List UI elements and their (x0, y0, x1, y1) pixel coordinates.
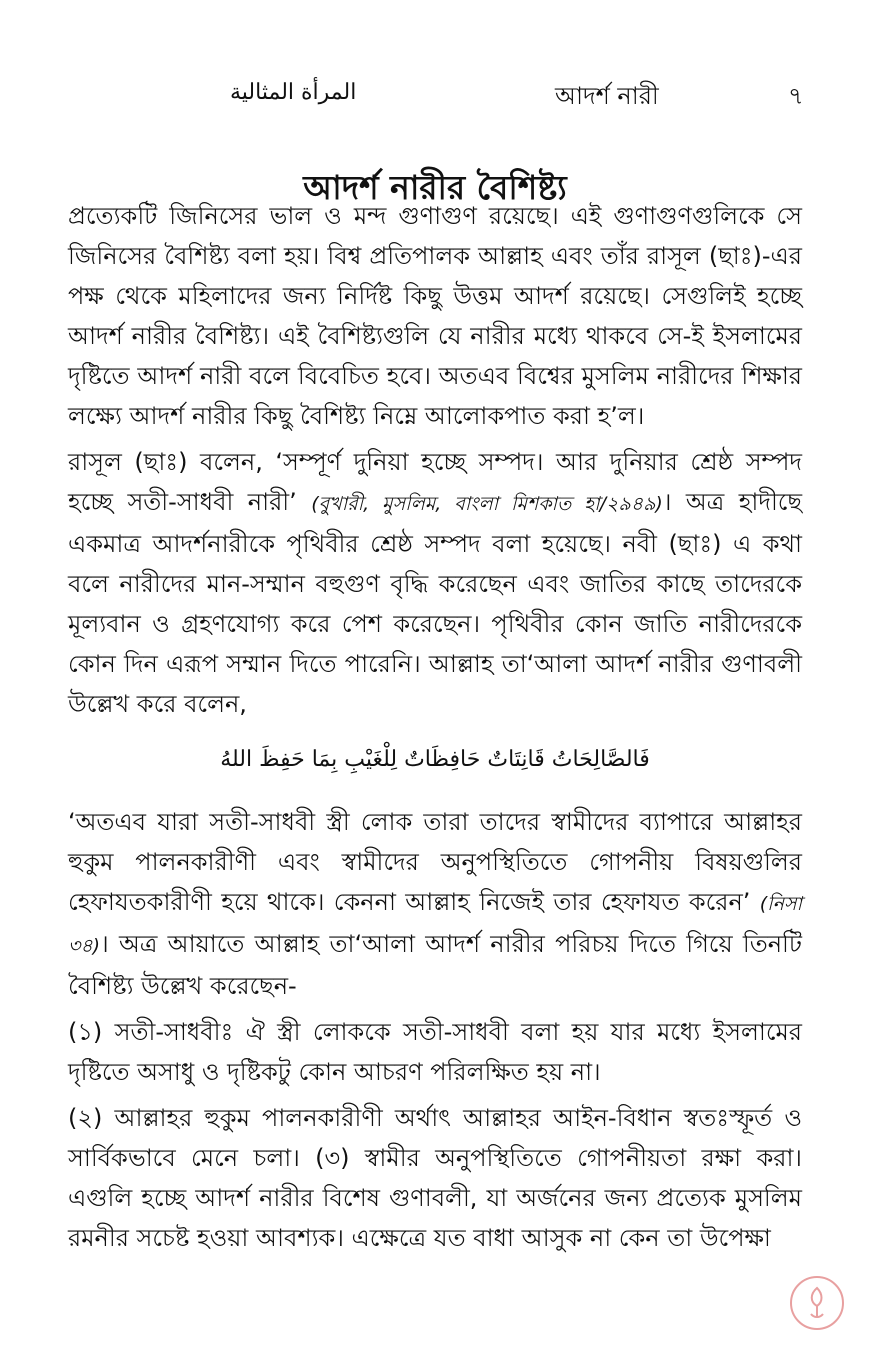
hadith-commentary: । অত্র হাদীছে একমাত্র আদর্শনারীকে পৃথিবীর শ্রেষ্ঠ সম্পদ বলা হয়েছে। নবী (ছাঃ) এ কথা বলে নারীদের মান-সম্মান বহুগুণ বৃদ্ধি করেছেন এবং জাতির কাছে তাদেরকে মূল্যবান ও গ্রহণযোগ্য করে পেশ করেছেন। পৃথিবীর কোন জাতি নারীদেরকে কোন দিন এরূপ সম্মান দিতে পারেনি। আল্লাহ তা‘আলা আদর্শ নারীর গুণাবলী উল্লেখ করে বলেন, (68, 488, 802, 718)
hadith-citation: (বুখারী, মুসলিম, বাংলা মিশকাত হা/২৯৪৯) (311, 493, 663, 515)
chapter-title: আদর্শ নারীর বৈশিষ্ট্য (303, 168, 567, 208)
seal-emblem-icon (792, 1278, 842, 1328)
header-bengali-title: আদর্শ নারী (555, 82, 659, 110)
quran-verse: فَالصَّالِحَاتُ قَانِتَاتٌ حَافِظَاتٌ لِلْغَيْبِ بِمَا حَفِظَ اللهُ (220, 747, 650, 772)
paragraph-hadith (68, 442, 802, 724)
paragraph-translation (68, 802, 802, 1006)
page-body (68, 196, 802, 1264)
page-number: ৭ (788, 82, 804, 110)
hadith-text: রাসূল (ছাঃ) বলেন, ‘সম্পূর্ণ দুনিয়া হচ্ছে সম্পদ। আর দুনিয়ার শ্রেষ্ঠ সম্পদ হচ্ছে সতী-সাধবী নারী’ (68, 448, 802, 516)
point-two-three: (২) আল্লাহর হুকুম পালনকারীণী অর্থাৎ আল্লাহর আইন-বিধান স্বতঃস্ফূর্ত ও সার্বিকভাবে মেনে চলা। (৩) স্বামীর অনুপস্থিতিতে গোপনীয়তা রক্ষা করা। এগুলি হচ্ছে আদর্শ নারীর বিশেষ গুণাবলী, যা অর্জনের জন্য প্রত্যেক মুসলিম রমনীর সচেষ্ট হওয়া আবশ্যক। এক্ষেত্রে যত বাধা আসুক না কেন তা উপেক্ষা (68, 1104, 802, 1252)
translation-commentary: । অত্র আয়াতে আল্লাহ তা‘আলা আদর্শ নারীর পরিচয় দিতে গিয়ে তিনটি বৈশিষ্ট্য উল্লেখ করেছেন- (68, 930, 802, 1000)
paragraph-intro: প্রত্যেকটি জিনিসের ভাল ও মন্দ গুণাগুণ রয়েছে। এই গুণাগুণগুলিকে সে জিনিসের বৈশিষ্ট্য বলা হয়। বিশ্ব প্রতিপালক আল্লাহ এবং তাঁর রাসূল (ছাঃ)-এর পক্ষ থেকে মহিলাদের জন্য নির্দিষ্ট কিছু উত্তম আদর্শ রয়েছে। সেগুলিই হচ্ছে আদর্শ নারীর বৈশিষ্ট্য। এই বৈশিষ্ট্যগুলি যে নারীর মধ্যে থাকবে সে-ই ইসলামের দৃষ্টিতে আদর্শ নারী বলে বিবেচিত হবে। অতএব বিশ্বের মুসলিম নারীদের শিক্ষার লক্ষ্যে আদর্শ নারীর কিছু বৈশিষ্ট্য নিম্নে আলোকপাত করা হ’ল। (68, 202, 803, 430)
page-header (0, 78, 870, 114)
header-arabic-title: المرأة المثالية (230, 80, 357, 105)
translation-text: ‘অতএব যারা সতী-সাধবী স্ত্রী লোক তারা তাদের স্বামীদের ব্যাপারে আল্লাহর হুকুম পালনকারীণী এবং স্বামীদের অনুপস্থিতিতে গোপনীয় বিষয়গুলির হেফাযতকারীণী হয়ে থাকে। কেননা আল্লাহ নিজেই তার হেফাযত করেন’ (68, 808, 802, 916)
verse-citation: (নিসা ৩৪) (68, 893, 802, 957)
publisher-seal-icon (790, 1276, 844, 1330)
point-one: (১) সতী-সাধবীঃ ঐ স্ত্রী লোককে সতী-সাধবী বলা হয় যার মধ্যে ইসলামের দৃষ্টিতে অসাধু ও দৃষ্টিকটু কোন আচরণ পরিলক্ষিত হয় না। (68, 1018, 802, 1086)
